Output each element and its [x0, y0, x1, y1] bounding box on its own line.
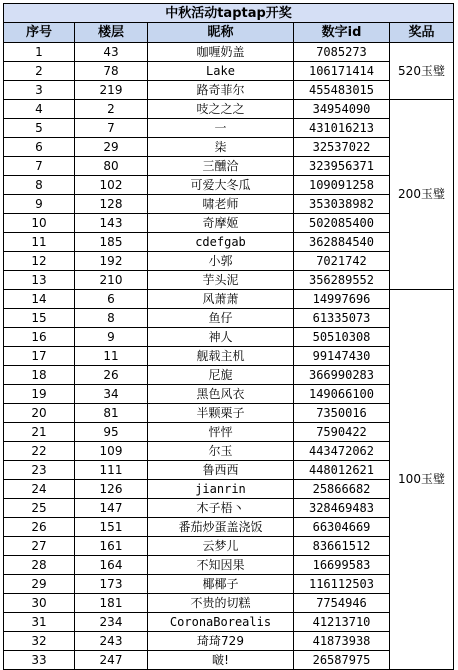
cell-nickname: jianrin [148, 480, 294, 499]
cell-index: 23 [4, 461, 75, 480]
cell-index: 16 [4, 328, 75, 347]
cell-numeric-id: 61335073 [294, 309, 390, 328]
table-row [4, 385, 454, 404]
table-row [4, 366, 454, 385]
header-numeric-id: 数字id [294, 23, 390, 43]
cell-index: 4 [4, 100, 75, 119]
table-row [4, 233, 454, 252]
table-row [4, 480, 454, 499]
cell-index: 9 [4, 195, 75, 214]
cell-numeric-id: 32537022 [294, 138, 390, 157]
table-row [4, 100, 454, 119]
cell-numeric-id: 50510308 [294, 328, 390, 347]
cell-floor: 161 [75, 537, 148, 556]
cell-floor: 80 [75, 157, 148, 176]
table-row [4, 62, 454, 81]
cell-floor: 34 [75, 385, 148, 404]
cell-prize: 520玉璧 [390, 43, 454, 100]
cell-nickname: 吱之之之 [148, 100, 294, 119]
cell-numeric-id: 448012621 [294, 461, 390, 480]
cell-index: 22 [4, 442, 75, 461]
cell-floor: 78 [75, 62, 148, 81]
cell-floor: 95 [75, 423, 148, 442]
table-row [4, 556, 454, 575]
cell-index: 26 [4, 518, 75, 537]
table-row [4, 271, 454, 290]
cell-floor: 7 [75, 119, 148, 138]
cell-index: 31 [4, 613, 75, 632]
cell-index: 10 [4, 214, 75, 233]
cell-floor: 147 [75, 499, 148, 518]
cell-nickname: 鲁西西 [148, 461, 294, 480]
cell-floor: 6 [75, 290, 148, 309]
table-row [4, 290, 454, 309]
cell-numeric-id: 356289552 [294, 271, 390, 290]
cell-index: 20 [4, 404, 75, 423]
cell-index: 12 [4, 252, 75, 271]
cell-floor: 164 [75, 556, 148, 575]
cell-nickname: 番茄炒蛋盖浇饭 [148, 518, 294, 537]
cell-floor: 128 [75, 195, 148, 214]
cell-floor: 247 [75, 651, 148, 670]
cell-index: 7 [4, 157, 75, 176]
cell-nickname: 黑色风衣 [148, 385, 294, 404]
cell-index: 29 [4, 575, 75, 594]
cell-nickname: 咖喱奶盖 [148, 43, 294, 62]
cell-floor: 11 [75, 347, 148, 366]
cell-index: 15 [4, 309, 75, 328]
header-index: 序号 [4, 23, 75, 43]
cell-floor: 243 [75, 632, 148, 651]
table-row [4, 347, 454, 366]
cell-floor: 143 [75, 214, 148, 233]
cell-floor: 181 [75, 594, 148, 613]
table-row [4, 423, 454, 442]
table-row [4, 252, 454, 271]
cell-nickname: Lake [148, 62, 294, 81]
cell-floor: 192 [75, 252, 148, 271]
table-row [4, 309, 454, 328]
cell-numeric-id: 455483015 [294, 81, 390, 100]
table-row [4, 176, 454, 195]
cell-numeric-id: 25866682 [294, 480, 390, 499]
cell-nickname: 可爱大冬瓜 [148, 176, 294, 195]
cell-floor: 109 [75, 442, 148, 461]
cell-floor: 219 [75, 81, 148, 100]
cell-index: 25 [4, 499, 75, 518]
cell-numeric-id: 366990283 [294, 366, 390, 385]
cell-floor: 29 [75, 138, 148, 157]
cell-index: 8 [4, 176, 75, 195]
cell-nickname: 怦怦 [148, 423, 294, 442]
cell-floor: 126 [75, 480, 148, 499]
cell-numeric-id: 7754946 [294, 594, 390, 613]
cell-numeric-id: 106171414 [294, 62, 390, 81]
cell-index: 3 [4, 81, 75, 100]
cell-nickname: 椰椰子 [148, 575, 294, 594]
prize-table [3, 3, 454, 670]
cell-prize: 200玉璧 [390, 100, 454, 290]
cell-index: 5 [4, 119, 75, 138]
cell-nickname: 木子梧丶 [148, 499, 294, 518]
cell-floor: 185 [75, 233, 148, 252]
cell-nickname: 鱼仔 [148, 309, 294, 328]
table-row [4, 157, 454, 176]
cell-numeric-id: 109091258 [294, 176, 390, 195]
cell-numeric-id: 7350016 [294, 404, 390, 423]
table-row [4, 594, 454, 613]
cell-numeric-id: 14997696 [294, 290, 390, 309]
cell-numeric-id: 7021742 [294, 252, 390, 271]
cell-nickname: 半颗栗子 [148, 404, 294, 423]
cell-index: 24 [4, 480, 75, 499]
cell-floor: 2 [75, 100, 148, 119]
cell-numeric-id: 362884540 [294, 233, 390, 252]
cell-floor: 102 [75, 176, 148, 195]
cell-numeric-id: 502085400 [294, 214, 390, 233]
cell-numeric-id: 431016213 [294, 119, 390, 138]
cell-index: 21 [4, 423, 75, 442]
table-row [4, 537, 454, 556]
cell-index: 19 [4, 385, 75, 404]
cell-nickname: 啵! [148, 651, 294, 670]
cell-index: 1 [4, 43, 75, 62]
table-row [4, 404, 454, 423]
cell-floor: 151 [75, 518, 148, 537]
cell-floor: 210 [75, 271, 148, 290]
table-title: 中秋活动taptap开奖 [4, 4, 454, 23]
cell-numeric-id: 328469483 [294, 499, 390, 518]
cell-numeric-id: 353038982 [294, 195, 390, 214]
cell-floor: 9 [75, 328, 148, 347]
table-row [4, 214, 454, 233]
cell-nickname: 路奇菲尔 [148, 81, 294, 100]
cell-numeric-id: 149066100 [294, 385, 390, 404]
cell-index: 6 [4, 138, 75, 157]
cell-index: 33 [4, 651, 75, 670]
cell-index: 2 [4, 62, 75, 81]
cell-nickname: 舰载主机 [148, 347, 294, 366]
cell-nickname: 小郭 [148, 252, 294, 271]
table-row [4, 651, 454, 670]
cell-index: 14 [4, 290, 75, 309]
cell-numeric-id: 323956371 [294, 157, 390, 176]
table-row [4, 613, 454, 632]
table-row [4, 461, 454, 480]
cell-nickname: 风萧萧 [148, 290, 294, 309]
cell-floor: 173 [75, 575, 148, 594]
cell-index: 28 [4, 556, 75, 575]
table-row [4, 119, 454, 138]
cell-nickname: 神人 [148, 328, 294, 347]
cell-numeric-id: 16699583 [294, 556, 390, 575]
cell-numeric-id: 83661512 [294, 537, 390, 556]
cell-nickname: 芋头泥 [148, 271, 294, 290]
cell-nickname: 啸老师 [148, 195, 294, 214]
table-row [4, 442, 454, 461]
cell-numeric-id: 99147430 [294, 347, 390, 366]
cell-nickname: 一 [148, 119, 294, 138]
cell-floor: 43 [75, 43, 148, 62]
cell-nickname: CoronaBorealis [148, 613, 294, 632]
cell-index: 17 [4, 347, 75, 366]
header-nickname: 昵称 [148, 23, 294, 43]
table-row [4, 81, 454, 100]
cell-numeric-id: 41213710 [294, 613, 390, 632]
cell-nickname: 云梦儿 [148, 537, 294, 556]
cell-floor: 81 [75, 404, 148, 423]
cell-numeric-id: 116112503 [294, 575, 390, 594]
table-row [4, 575, 454, 594]
table-row [4, 518, 454, 537]
table-row [4, 499, 454, 518]
cell-numeric-id: 7085273 [294, 43, 390, 62]
cell-nickname: cdefgab [148, 233, 294, 252]
cell-numeric-id: 26587975 [294, 651, 390, 670]
cell-numeric-id: 7590422 [294, 423, 390, 442]
cell-floor: 111 [75, 461, 148, 480]
table-row [4, 138, 454, 157]
cell-nickname: 奇摩姬 [148, 214, 294, 233]
table-row [4, 328, 454, 347]
cell-floor: 234 [75, 613, 148, 632]
cell-nickname: 不知因果 [148, 556, 294, 575]
cell-nickname: 尔玉 [148, 442, 294, 461]
title-row [4, 4, 454, 23]
cell-index: 13 [4, 271, 75, 290]
cell-index: 11 [4, 233, 75, 252]
cell-numeric-id: 34954090 [294, 100, 390, 119]
cell-floor: 8 [75, 309, 148, 328]
cell-index: 18 [4, 366, 75, 385]
cell-nickname: 不贵的切糕 [148, 594, 294, 613]
table-row [4, 632, 454, 651]
cell-nickname: 琦琦729 [148, 632, 294, 651]
cell-prize: 100玉璧 [390, 290, 454, 670]
cell-index: 27 [4, 537, 75, 556]
header-prize: 奖品 [390, 23, 454, 43]
cell-numeric-id: 41873938 [294, 632, 390, 651]
header-row [4, 23, 454, 43]
cell-nickname: 柒 [148, 138, 294, 157]
cell-floor: 26 [75, 366, 148, 385]
table-row [4, 43, 454, 62]
cell-nickname: 尼旎 [148, 366, 294, 385]
cell-nickname: 三醺洽 [148, 157, 294, 176]
cell-index: 30 [4, 594, 75, 613]
cell-numeric-id: 66304669 [294, 518, 390, 537]
cell-index: 32 [4, 632, 75, 651]
table-row [4, 195, 454, 214]
header-floor: 楼层 [75, 23, 148, 43]
cell-numeric-id: 443472062 [294, 442, 390, 461]
